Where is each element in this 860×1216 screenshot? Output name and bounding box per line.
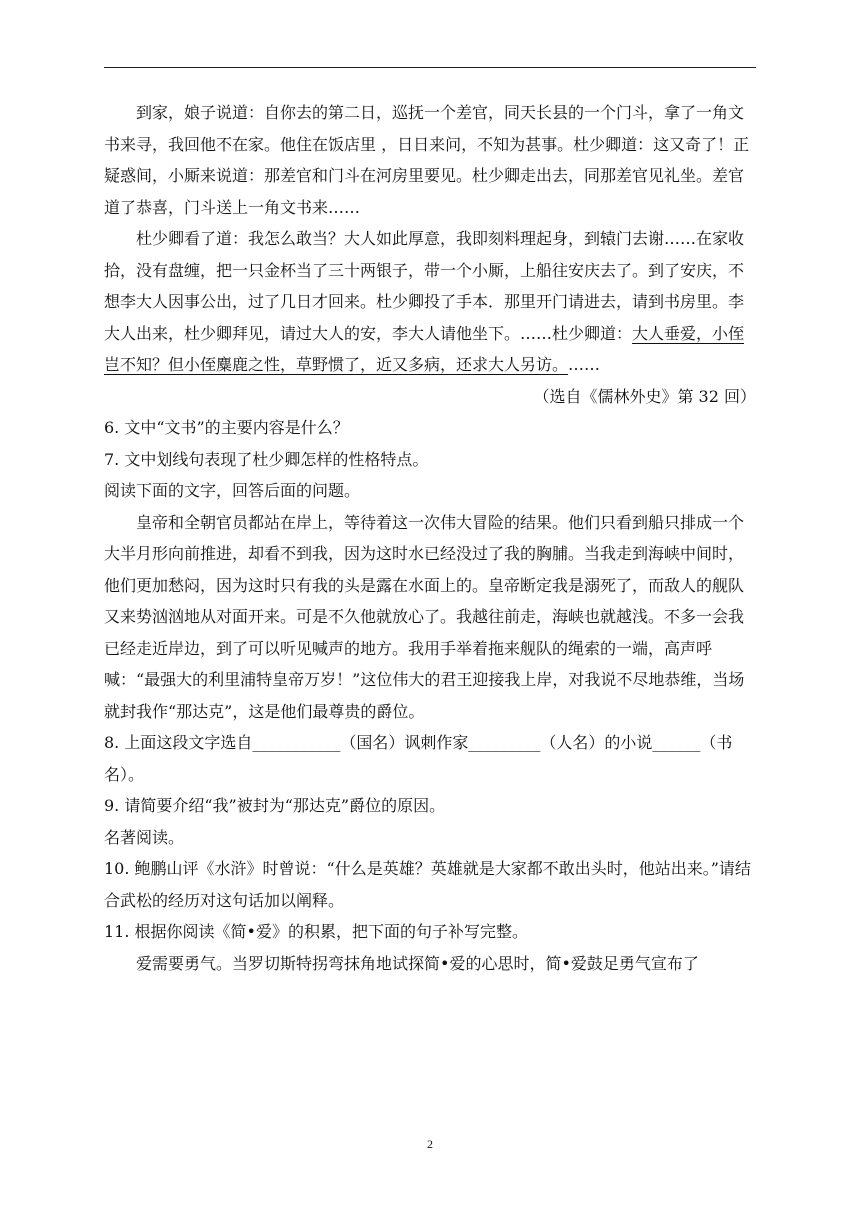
- page-number: 2: [427, 1137, 433, 1151]
- question-8: 8. 上面这段文字选自___________（国名）讽刺作家_________（人名）的小说______（书名）。: [104, 733, 733, 784]
- instruction-reading: 阅读下面的文字，回答后面的问题。: [104, 481, 361, 500]
- header-rule: [104, 67, 756, 68]
- passage1-text: 杜少卿看了道：我怎么敢当？大人如此厚意，我即刻料理起身，到辕门去谢……在家收拾，没有盘缠，把一只金杯当了三十两银子，带一个小厮，上船往安庆去了。到了安庆，不想李大人因事公出，过了几日才回来。杜少卿投了手本．那里开门请进去，请到书房里。李大人出来，杜少卿拜见，请过大人的安，李大人请他坐下。……杜少卿道：: [104, 229, 745, 343]
- underlined-sentence: 大人垂爱，小侄岂不知？但小侄麋鹿之性，草野惯了，近又多病，还求大人另访。: [104, 323, 745, 374]
- question-11: 11. 根据你阅读《简•爱》的积累，把下面的句子补写完整。: [104, 922, 528, 941]
- ellipsis: ……: [568, 355, 601, 374]
- page-content: [104, 97, 756, 979]
- passage3-paragraph: 爱需要勇气。当罗切斯特拐弯抹角地试探简•爱的心思时，简•爱鼓足勇气宣布了: [136, 953, 699, 973]
- passage2-paragraph: 皇帝和全朝官员都站在岸上，等待着这一次伟大冒险的结果。他们只看到船只排成一个大半月形向前推进，却看不到我，因为这时水已经没过了我的胸脯。当我走到海峡中间时，他们更加愁闷，因为这时只有我的头是露在水面上的。皇帝断定我是溺死了，而敌人的舰队又来势汹汹地从对面开来。可是不久他就放心了。我越往前走，海峡也就越浅。不多一会我已经走近岸边，到了可以听见喊声的地方。我用手举着拖来舰队的绳索的一端，高声呼喊：“最强大的利里浦特皇帝万岁！”这位伟大的君王迎接我上岸，对我说不尽地恭维，当场就封我作“那达克”，这是他们最尊贵的爵位。: [104, 512, 745, 721]
- passage1-paragraph-2: [104, 223, 756, 381]
- question-9: 9. 请简要介绍“我”被封为“那达克”爵位的原因。: [104, 796, 446, 815]
- passage1-paragraph-1: 到家，娘子说道：自你去的第二日，巡抚一个差官，同天长县的一个门斗，拿了一角文书来寻，我回他不在家。他住在饭店里 ，日日来问，不知为甚事。杜少卿道：这又奇了！正疑惑间，小厮来说道：那差官和门斗在河房里要见。杜少卿走出去，同那差官见礼坐。差官道了恭喜，门斗送上一角文书来……: [104, 103, 750, 217]
- passage1-source: （选自《儒林外史》第 32 回）: [533, 386, 756, 406]
- question-7: 7. 文中划线句表现了杜少卿怎样的性格特点。: [104, 449, 429, 469]
- question-10: 10. 鲍鹏山评《水浒》时曾说：“什么是英雄？英雄就是大家都不敢出头时，他站出来。”请结合武松的经历对这句话加以阐释。: [104, 859, 751, 910]
- instruction-classics: 名著阅读。: [104, 827, 185, 847]
- question-6: 6. 文中“文书”的主要内容是什么？: [104, 418, 349, 437]
